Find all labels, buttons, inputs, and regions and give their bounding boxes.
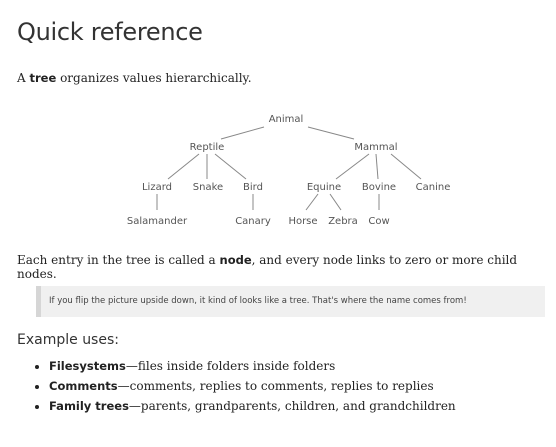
node-animal: Animal <box>268 114 304 125</box>
example-description: —files inside folders inside folders <box>125 359 336 373</box>
note-callout: If you flip the picture upside down, it kind of looks like a tree. That's where the name comes from! <box>36 286 545 317</box>
examples-heading: Example uses: <box>17 332 119 348</box>
list-item <box>49 356 456 376</box>
node-horse: Horse <box>288 216 318 227</box>
node-definition-paragraph <box>17 253 556 281</box>
node-cow: Cow <box>368 216 390 227</box>
node-salamander: Salamander <box>126 216 188 227</box>
edge-mammal-bovine <box>376 154 378 179</box>
edge-equine-zebra <box>330 194 341 210</box>
node-snake: Snake <box>192 182 224 193</box>
entry-text-after: , and every node links to zero or more child nodes. <box>17 253 518 281</box>
node-bird: Bird <box>243 182 263 193</box>
edge-animal-mammal <box>308 127 354 139</box>
page-title: Quick reference <box>17 18 203 46</box>
node-mammal: Mammal <box>354 142 398 153</box>
node-zebra: Zebra <box>328 216 358 227</box>
intro-text-after: organizes values hierarchically. <box>56 71 252 85</box>
term-node: node <box>219 253 252 267</box>
example-description: —comments, replies to comments, replies to replies <box>117 379 434 393</box>
edge-mammal-canine <box>391 154 421 179</box>
entry-text-before: Each entry in the tree is called a <box>17 253 220 267</box>
intro-text-before: A <box>17 71 30 85</box>
example-term: Filesystems <box>49 359 126 373</box>
node-canine: Canine <box>415 182 451 193</box>
example-term: Comments <box>49 379 118 393</box>
example-term: Family trees <box>49 399 129 413</box>
node-reptile: Reptile <box>189 142 225 153</box>
edge-reptile-lizard <box>168 154 199 179</box>
node-canary: Canary <box>235 216 271 227</box>
node-lizard: Lizard <box>141 182 173 193</box>
list-item <box>49 376 456 396</box>
edge-mammal-equine <box>336 154 369 179</box>
edge-equine-horse <box>306 194 318 210</box>
edge-animal-reptile <box>221 127 264 139</box>
node-bovine: Bovine <box>361 182 397 193</box>
edge-reptile-bird <box>215 154 246 179</box>
example-description: —parents, grandparents, children, and grandchildren <box>128 399 456 413</box>
list-item <box>49 396 456 416</box>
examples-list <box>32 356 456 416</box>
node-equine: Equine <box>306 182 342 193</box>
term-tree: tree <box>29 71 57 85</box>
